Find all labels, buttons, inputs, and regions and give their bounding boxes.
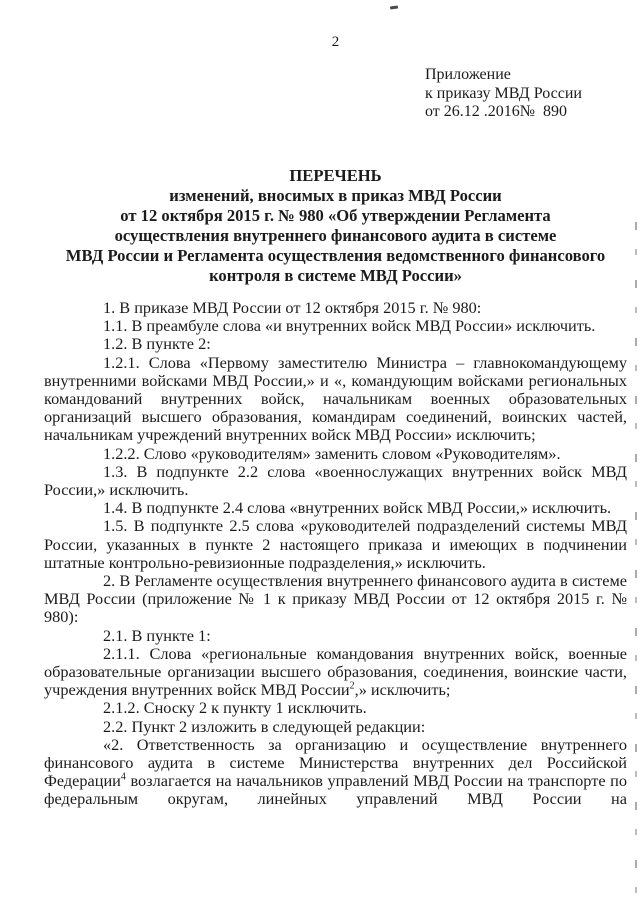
- title-line: изменений, вносимых в приказ МВД России: [169, 186, 502, 205]
- page-number: 2: [331, 34, 340, 50]
- title-line: от 12 октября 2015 г. № 980 «Об утверждении Регламента: [120, 206, 551, 225]
- body-paragraph: 1.2.1. Слова «Первому заместителю Министра – главнокомандующему внутренними войсками МВД России,» и «, командующим войсками региональных командований внутренних войск, начальникам военных образовательных организаций высшего образования, командирам соединений, воинских частей, начальникам учреждений внутренних войск МВД России» исключить;: [44, 352, 627, 445]
- title-line: ПЕРЕЧЕНЬ: [289, 166, 382, 185]
- title-line: контроля в системе МВД России»: [209, 266, 462, 285]
- appendix-block: [425, 66, 582, 122]
- title-line: МВД России и Регламента осуществления ведомственного финансового: [65, 246, 606, 265]
- body-paragraph: «2. Ответственность за организацию и осуществление внутреннего финансового аудита в системе Министерства внутренних дел Российской Федерации$^4$ возлагается на начальников управлений МВД России на транспорте по федеральным округам, линейных управлений МВД России на: [44, 734, 627, 809]
- appendix-line: от 26.12 .2016№ 890: [425, 103, 568, 120]
- document-title: [44, 166, 627, 286]
- body-paragraph: 2.2. Пункт 2 изложить в следующей редакции:: [103, 716, 426, 736]
- appendix-line: к приказу МВД России: [425, 84, 582, 102]
- scan-edge-line: [635, 222, 637, 905]
- body-paragraph: 2.1.2. Сноску 2 к пункту 1 исключить.: [103, 698, 367, 718]
- body-paragraph: 1.4. В подпункте 2.4 слова «внутренних войск МВД России,» исключить.: [103, 498, 612, 518]
- footnote-marker: 4: [120, 771, 126, 783]
- body-paragraph: 2.1. В пункте 1:: [103, 625, 211, 645]
- appendix-line: Приложение: [425, 66, 511, 83]
- body-paragraph: 1.2. В пункте 2:: [103, 334, 211, 354]
- title-line: осуществления внутреннего финансового аудита в системе: [114, 226, 557, 245]
- body-paragraph: 1. В приказе МВД России от 12 октября 2015 г. № 980:: [103, 298, 482, 317]
- footnote-marker: 2: [349, 680, 355, 692]
- body-paragraph: 2. В Регламенте осуществления внутреннего финансового аудита в системе МВД России (приложение № 1 к приказу МВД России от 12 октября 2015 г. № 980):: [44, 571, 627, 627]
- body-paragraph: 2.1.1. Слова «региональные командования внутренних войск, военные образовательные организации высшего образования, соединения, воинские части, учреждения внутренних войск МВД России$^2$,» исключить;: [44, 643, 627, 700]
- body-paragraph: 1.3. В подпункте 2.2 слова «военнослужащих внутренних войск МВД России,» исключить.: [44, 461, 627, 500]
- scan-artifact-dash: [390, 6, 398, 9]
- body-paragraph: 1.1. В преамбуле слова «и внутренних войск МВД России» исключить.: [103, 316, 596, 336]
- document-body: [44, 299, 627, 809]
- body-paragraph: 1.2.2. Слово «руководителям» заменить словом «Руководителям».: [103, 443, 561, 463]
- body-paragraph: 1.5. В подпункте 2.5 слова «руководителей подразделений системы МВД России, указанных в пункте 2 настоящего приказа и имеющих в подчинении штатные контрольно-ревизионные подразделения,» исключить.: [44, 516, 627, 572]
